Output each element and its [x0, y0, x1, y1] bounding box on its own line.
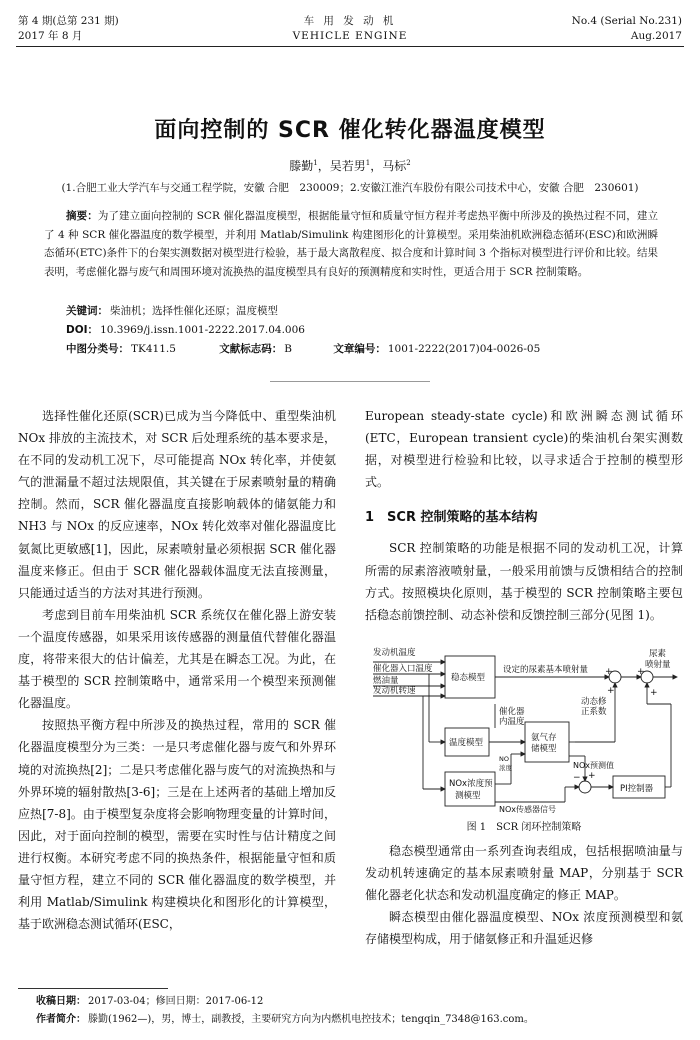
footnote-rule [18, 988, 168, 989]
affiliations: (1.合肥工业大学汽车与交通工程学院，安徽 合肥 230009；2.安徽江淮汽车股份有限公司技术中心，安徽 合肥 230601) [61, 182, 639, 194]
author-affil-mark: 2 [406, 159, 411, 167]
author-bio-value: 滕勤(1962—)，男，博士，副教授，主要研究方向为内燃机电控技术；tengqin_7348@163.com。 [88, 1014, 534, 1025]
body-left-column [18, 405, 336, 935]
fig-label-dyn-corr-1: 动态修 [581, 697, 607, 707]
fig-label-steady-out: 设定的尿素基本喷射量 [503, 665, 589, 675]
abstract [44, 207, 658, 282]
fig-label-nox-sensor: NOx传感器信号 [499, 805, 557, 814]
author-name: 滕勤 [289, 159, 314, 173]
fig-label-fuel: 燃油量 [373, 676, 399, 686]
classification [66, 341, 540, 357]
fig-label-urea-2: 喷射量 [645, 660, 671, 670]
fig-label-temp-model: 温度模型 [449, 738, 484, 748]
body-right-column-lower [365, 840, 683, 950]
fig-label-engine-temp: 发动机温度 [373, 648, 416, 658]
doi [66, 322, 305, 338]
clc-label: 中图分类号： [66, 343, 129, 355]
doi-text: 10.3969/j.issn.1001-2222.2017.04.006 [100, 324, 305, 336]
doi-label: DOI： [66, 324, 99, 336]
author-bio-label: 作者简介： [36, 1014, 86, 1025]
body-paragraph: European steady-state cycle)和欧洲瞬态测试循环(ETC，European transient cycle)的柴油机台架实测数据，对模型进行检验和比较，以寻求适合于控制的模型形式。 [365, 409, 683, 490]
fig-label-nox-model-2: 测模型 [455, 791, 481, 801]
figure-diagram [365, 644, 683, 814]
author-name: ，吴若男 [317, 159, 366, 173]
fig-label-pi: PI控制器 [620, 784, 654, 794]
header-rule [16, 46, 684, 47]
journal-name-en: VEHICLE ENGINE [292, 30, 408, 42]
fig-label-no-1: NO [499, 755, 509, 763]
fig-sign-plus: + [650, 688, 658, 698]
author-affil-mark: 1 [365, 159, 371, 167]
fig-label-urea-1: 尿素 [649, 649, 667, 659]
journal-name-cn: 车 用 发 动 机 [303, 15, 397, 27]
footnote-received [36, 995, 263, 1009]
author-list [0, 157, 700, 174]
fig-label-cat-inner-1: 催化器 [499, 707, 525, 717]
fig-label-nox-pred: NOx预测值 [573, 761, 615, 770]
section-heading: 1 SCR 控制策略的基本结构 [365, 510, 538, 526]
fig-sign-plus: + [588, 771, 596, 781]
received-label: 收稿日期： [36, 996, 86, 1007]
header-serial-number: No.4 (Serial No.231) [571, 15, 682, 27]
article-number-label: 文章编号： [333, 343, 386, 355]
body-right-column [365, 405, 683, 626]
abstract-text: 为了建立面向控制的 SCR 催化器温度模型，根据能量守恒和质量守恒方程并考虑热平衡中所涉及的换热过程不同，建立了 4 种 SCR 催化器温度的数学模型，并利用 Matlab/Simulink 构建图形化的计算模型。采用柴油机欧洲稳态循环(ESC)和欧洲瞬态循环(ETC)条件下的台架实测数据对模型进行检验，基于最大离散程度、拟合度和计算时间 3 个指标对模型进行评价和比较。结果表明，考虑催化器与废气和周围环境对流换热的温度模型具有良好的预测精度和实时性，更适合用于 SCR 控制策略。 [44, 210, 659, 279]
body-paragraph: 按照热平衡方程中所涉及的换热过程，常用的 SCR 催化器温度模型分为三类：一是只考虑催化器与废气和外界环境的对流换热[2]；二是只考虑催化器与废气的对流换热和与外界环境的辐射散热[3-6]；三是在上述两者的基础上增加反应热[7-8]。由于模型复杂度将会影响物理变量的计算时间，因此，对于面向控制的模型，需要在实时性与估计精度之间进行权衡。本研究考虑不同的换热条件，根据能量守恒和质量守恒方程，建立不同的 SCR 催化器温度的数学模型，并利用 Matlab/Simulink 构建模块化和图形化的计算模型，基于欧洲稳态测试循环(ESC， [18, 718, 336, 932]
fig-sign-plus: + [607, 686, 615, 696]
keywords-text: 柴油机；选择性催化还原；温度模型 [110, 305, 278, 317]
header-serial-date: Aug.2017 [630, 30, 682, 42]
body-paragraph: 瞬态模型由催化器温度模型、NOx 浓度预测模型和氨存储模型构成，用于储氨修正和升温延迟修 [365, 910, 683, 947]
fig-label-dyn-corr-2: 正系数 [581, 707, 607, 717]
header-issue-date: 2017 年 8 月 [18, 30, 83, 42]
clc-value: TK411.5 [131, 343, 176, 355]
keywords-label: 关键词： [66, 305, 108, 317]
fig-label-steady-model: 稳态模型 [451, 673, 486, 683]
fig-sign-minus: − [573, 773, 581, 783]
fig-sign-plus: + [605, 667, 613, 677]
fig-label-cat-temp: 催化器入口温度 [373, 664, 433, 674]
doc-code-value: B [284, 343, 292, 355]
fig-sign-plus: + [637, 667, 645, 677]
sum-junction-3 [579, 781, 591, 793]
fig-label-nh3-2: 储模型 [531, 744, 557, 754]
figure-caption: 图 1 SCR 闭环控制策略 [466, 822, 582, 833]
fig-label-speed: 发动机转速 [373, 686, 416, 696]
fig-label-cat-inner-2: 内温度 [499, 717, 525, 727]
paper-title: 面向控制的 SCR 催化转化器温度模型 [154, 118, 546, 143]
header-issue-number: 第 4 期(总第 231 期) [18, 15, 119, 27]
fig-label-no-2: 浓度 [499, 764, 512, 772]
received-value: 2017-03-04；修回日期：2017-06-12 [88, 996, 264, 1007]
abstract-divider [270, 381, 430, 382]
body-paragraph: 考虑到目前车用柴油机 SCR 系统仅在催化器上游安装一个温度传感器，如果采用该传感器的测量值代替催化器温度，将带来很大的估计偏差，尤其是在瞬态工况。为此，在基于模型的 SCR 控制策略中，通常采用一个模型来预测催化器温度。 [18, 607, 336, 711]
body-paragraph: SCR 控制策略的功能是根据不同的发动机工况，计算所需的尿素溶液喷射量，一般采用前馈与反馈相结合的控制方式。按照模块化原则，基于模型的 SCR 控制策略主要包括稳态前馈控制、动态补偿和反馈控制三部分(见图 1)。 [365, 541, 683, 622]
figure-scr-control [365, 644, 683, 814]
body-paragraph: 选择性催化还原(SCR)已成为当今降低中、重型柴油机 NOx 排放的主流技术，对 SCR 后处理系统的基本要求是，在不同的发动机工况下，尽可能提高 NOx 转化率，并使氨气的泄漏量不超过法规限值，其关键在于尿素喷射量的精确控制。然而，SCR 催化器温度直接影响载体的储氨能力和 NH3 与 NOx 的反应速率，NOx 转化效率对催化器温度比氨氮比更敏感[1]，因此，尿素喷射量必须根据 SCR 催化器温度来修正。但由于 SCR 催化器载体温度无法直接测量，只能通过适当的方法对其进行预测。 [18, 409, 336, 600]
header-serial [572, 14, 682, 44]
article-number-value: 1001-2222(2017)04-0026-05 [387, 343, 541, 355]
fig-label-nh3-1: 氨气存 [531, 733, 557, 743]
keywords [66, 303, 278, 319]
fig-label-nox-model-1: NOx浓度预 [449, 779, 493, 789]
footnote-author-bio [36, 1013, 534, 1027]
author-name: ，马标 [370, 159, 407, 173]
author-affil-mark: 1 [313, 159, 318, 167]
abstract-label: 摘要： [66, 210, 98, 222]
doc-code-label: 文献标志码： [219, 343, 283, 355]
body-paragraph: 稳态模型通常由一系列查询表组成，包括根据喷油量与发动机转速确定的基本尿素喷射量 MAP，分别基于 SCR 催化器老化状态和发动机温度确定的修正 MAP。 [365, 844, 683, 903]
